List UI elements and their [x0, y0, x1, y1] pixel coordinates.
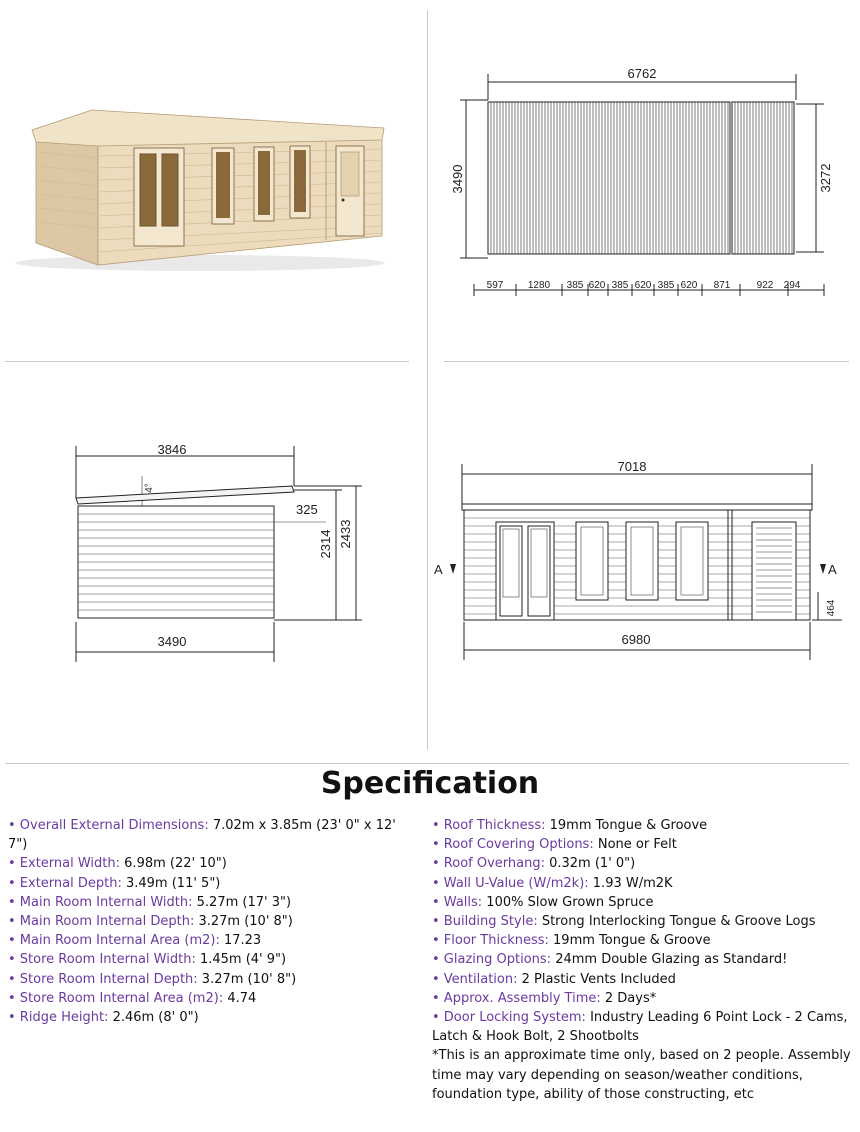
divider — [444, 361, 849, 362]
spec-value: Industry Leading 6 Point Lock - 2 Cams, Latch & Hook Bolt, 2 Shootbolts — [432, 1010, 848, 1045]
spec-item — [8, 854, 408, 873]
segment-label: 294 — [783, 280, 801, 291]
spec-item — [432, 835, 852, 854]
specification-left-column — [8, 816, 408, 1027]
spec-key: • Glazing Options: — [432, 952, 552, 968]
plan-depth-left-label: 3490 — [450, 164, 465, 194]
spec-value: 6.98m (22' 10") — [120, 856, 227, 872]
divider — [5, 361, 409, 362]
spec-key: • Roof Covering Options: — [432, 837, 594, 853]
segment-label: 620 — [680, 280, 698, 291]
ridge-height-label: 2433 — [338, 519, 353, 549]
spec-key: • Wall U-Value (W/m2k): — [432, 875, 589, 891]
spec-value: 3.27m (10' 8") — [197, 971, 297, 987]
spec-value: 5.27m (17' 3") — [192, 894, 292, 910]
spec-item — [432, 912, 852, 931]
spec-key: • Floor Thickness: — [432, 933, 549, 949]
spec-value: 3.27m (10' 8") — [194, 914, 293, 930]
spec-item — [432, 931, 852, 950]
spec-key: • Main Room Internal Area (m2): — [8, 933, 220, 949]
side-top-width-label: 3846 — [157, 442, 187, 457]
spec-item — [8, 1008, 408, 1027]
spec-item — [432, 989, 852, 1008]
spec-item — [432, 854, 852, 873]
product-image — [10, 100, 390, 280]
specification-right-column — [432, 816, 852, 1104]
segment-label: 620 — [588, 280, 606, 291]
spec-key: • External Width: — [8, 856, 121, 872]
spec-value: 4.74 — [223, 990, 257, 1006]
spec-key: • Roof Thickness: — [432, 818, 546, 833]
spec-item — [8, 912, 408, 931]
plan-width-label: 6762 — [627, 66, 657, 81]
segment-label: 871 — [713, 280, 731, 291]
spec-value: None or Felt — [593, 837, 677, 853]
spec-item — [432, 874, 852, 893]
segment-label: 922 — [756, 280, 774, 291]
spec-item — [432, 970, 852, 989]
spec-key: • Approx. Assembly Time: — [432, 990, 601, 1006]
spec-key: • Store Room Internal Area (m2): — [8, 990, 224, 1006]
divider — [5, 763, 849, 764]
spec-key: • Main Room Internal Depth: — [8, 914, 195, 930]
spec-key: • Main Room Internal Width: — [8, 894, 193, 910]
section-mark-right: A — [828, 562, 837, 577]
spec-value: 24mm Double Glazing as Standard! — [551, 952, 788, 968]
roof-angle-label: 4° — [144, 483, 155, 493]
spec-item — [8, 970, 408, 989]
spec-item — [8, 893, 408, 912]
spec-key: • Ridge Height: — [8, 1010, 109, 1026]
spec-item — [8, 931, 408, 950]
plan-depth-right-label: 3272 — [818, 163, 833, 193]
spec-item — [432, 950, 852, 969]
spec-item — [432, 816, 852, 835]
front-bottom-width-label: 6980 — [621, 632, 651, 647]
spec-key: • Overall External Dimensions: — [8, 818, 209, 833]
spec-key: • Door Locking System: — [432, 1010, 586, 1026]
spec-key: • Roof Overhang: — [432, 856, 545, 872]
overhang-label: 325 — [296, 502, 318, 517]
spec-item — [8, 874, 408, 893]
spec-value: 2.46m (8' 0") — [108, 1010, 199, 1026]
spec-value: 19mm Tongue & Groove — [548, 933, 711, 949]
spec-item — [8, 989, 408, 1008]
spec-value: 0.32m (1' 0") — [544, 856, 636, 872]
spec-item — [432, 1008, 852, 1046]
side-elevation-drawing — [60, 436, 370, 672]
spec-key: • Ventilation: — [432, 971, 518, 987]
spec-value: 19mm Tongue & Groove — [545, 818, 708, 833]
plan-view-drawing — [440, 60, 850, 310]
side-bottom-width-label: 3490 — [157, 634, 187, 649]
segment-label: 385 — [566, 280, 584, 291]
segment-label: 1280 — [527, 280, 551, 291]
spec-value: 2 Days* — [600, 990, 657, 1006]
spec-item — [8, 816, 408, 854]
specification-title: Specification — [320, 766, 540, 801]
spec-value: Strong Interlocking Tongue & Groove Logs — [537, 914, 816, 930]
spec-key: • Building Style: — [432, 914, 538, 930]
front-top-width-label: 7018 — [617, 459, 647, 474]
spec-value: 3.49m (11' 5") — [121, 875, 221, 891]
spec-key: • Store Room Internal Depth: — [8, 971, 198, 987]
section-mark-left: A — [434, 562, 443, 577]
spec-key: • Store Room Internal Width: — [8, 952, 196, 968]
assembly-note: *This is an approximate time only, based on 2 people. Assembly time may vary depending on season/weather conditions, foundation type, ability of those constructing, etc — [432, 1048, 851, 1102]
segment-label: 385 — [657, 280, 675, 291]
spec-item — [432, 893, 852, 912]
spec-value: 1.93 W/m2K — [588, 875, 673, 891]
segment-label: 620 — [634, 280, 652, 291]
floor-offset-label: 464 — [826, 599, 837, 617]
spec-value: 1.45m (4' 9") — [195, 952, 287, 968]
spec-value: 7.02m x 3.85m (23' 0" x 12' 7") — [8, 818, 396, 853]
spec-key: • Walls: — [432, 894, 483, 910]
wall-height-label: 2314 — [318, 529, 333, 559]
spec-value: 2 Plastic Vents Included — [517, 971, 676, 987]
spec-value: 100% Slow Grown Spruce — [482, 894, 654, 910]
front-elevation-drawing — [432, 456, 852, 666]
segment-label: 597 — [486, 280, 504, 291]
spec-item — [8, 950, 408, 969]
spec-value: 17.23 — [219, 933, 262, 949]
spec-key: • External Depth: — [8, 875, 122, 891]
segment-label: 385 — [611, 280, 629, 291]
divider — [427, 10, 428, 750]
